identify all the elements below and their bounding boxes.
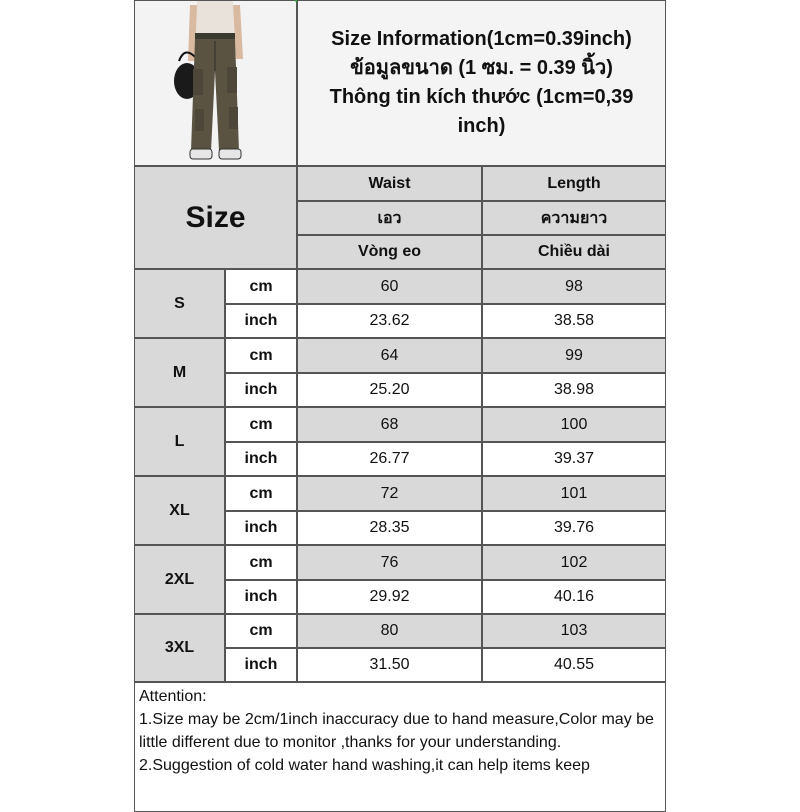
unit-label: cm bbox=[225, 545, 297, 580]
size-label: M bbox=[134, 338, 225, 407]
waist-header-en: Waist bbox=[297, 166, 482, 201]
waist-cell: 23.62 bbox=[297, 304, 482, 338]
length-cell: 40.16 bbox=[482, 580, 666, 614]
length-cell: 39.76 bbox=[482, 511, 666, 545]
length-cell: 99 bbox=[482, 338, 666, 373]
title-vietnamese: Thông tin kích thước (1cm=0,39 bbox=[329, 86, 634, 108]
waist-cell: 64 bbox=[297, 338, 482, 373]
length-header-en: Length bbox=[482, 166, 666, 201]
unit-label: inch bbox=[225, 304, 297, 338]
attention-notes bbox=[134, 682, 666, 812]
waist-cell: 26.77 bbox=[297, 442, 482, 476]
waist-cell: 25.20 bbox=[297, 373, 482, 407]
attention-item-1: 1.Size may be 2cm/1inch inaccuracy due to hand measure,Color may be little different due to monitor ,thanks for your understanding. bbox=[139, 711, 654, 751]
size-label: XL bbox=[134, 476, 225, 545]
length-cell: 38.58 bbox=[482, 304, 666, 338]
waist-cell: 31.50 bbox=[297, 648, 482, 682]
size-label: S bbox=[134, 269, 225, 338]
size-chart bbox=[134, 0, 666, 800]
unit-label: inch bbox=[225, 442, 297, 476]
size-label: L bbox=[134, 407, 225, 476]
waist-cell: 80 bbox=[297, 614, 482, 648]
length-cell: 102 bbox=[482, 545, 666, 580]
model-in-cargo-pants-image bbox=[135, 1, 296, 165]
title-vietnamese-cont: inch) bbox=[457, 115, 506, 137]
waist-cell: 68 bbox=[297, 407, 482, 442]
waist-header-th: เอว bbox=[297, 201, 482, 235]
size-label: 2XL bbox=[134, 545, 225, 614]
length-cell: 40.55 bbox=[482, 648, 666, 682]
size-label: 3XL bbox=[134, 614, 225, 682]
length-cell: 38.98 bbox=[482, 373, 666, 407]
waist-cell: 72 bbox=[297, 476, 482, 511]
length-cell: 101 bbox=[482, 476, 666, 511]
unit-label: cm bbox=[225, 338, 297, 373]
unit-label: cm bbox=[225, 614, 297, 648]
unit-label: cm bbox=[225, 269, 297, 304]
length-cell: 39.37 bbox=[482, 442, 666, 476]
waist-cell: 76 bbox=[297, 545, 482, 580]
waist-cell: 60 bbox=[297, 269, 482, 304]
unit-label: cm bbox=[225, 476, 297, 511]
unit-label: inch bbox=[225, 580, 297, 614]
length-cell: 103 bbox=[482, 614, 666, 648]
unit-label: cm bbox=[225, 407, 297, 442]
title-thai: ข้อมูลขนาด (1 ซม. = 0.39 นิ้ว) bbox=[350, 57, 613, 79]
size-column-header: Size bbox=[134, 166, 297, 269]
unit-label: inch bbox=[225, 373, 297, 407]
length-cell: 98 bbox=[482, 269, 666, 304]
unit-label: inch bbox=[225, 648, 297, 682]
attention-title: Attention: bbox=[139, 688, 207, 705]
length-header-vi: Chiều dài bbox=[482, 235, 666, 269]
waist-header-vi: Vòng eo bbox=[297, 235, 482, 269]
attention-item-2: 2.Suggestion of cold water hand washing,it can help items keep bbox=[139, 757, 590, 774]
product-photo bbox=[134, 0, 297, 166]
length-cell: 100 bbox=[482, 407, 666, 442]
length-header-th: ความยาว bbox=[482, 201, 666, 235]
waist-cell: 28.35 bbox=[297, 511, 482, 545]
size-information-title bbox=[297, 0, 666, 166]
waist-cell: 29.92 bbox=[297, 580, 482, 614]
unit-label: inch bbox=[225, 511, 297, 545]
title-english: Size Information(1cm=0.39inch) bbox=[331, 28, 632, 50]
